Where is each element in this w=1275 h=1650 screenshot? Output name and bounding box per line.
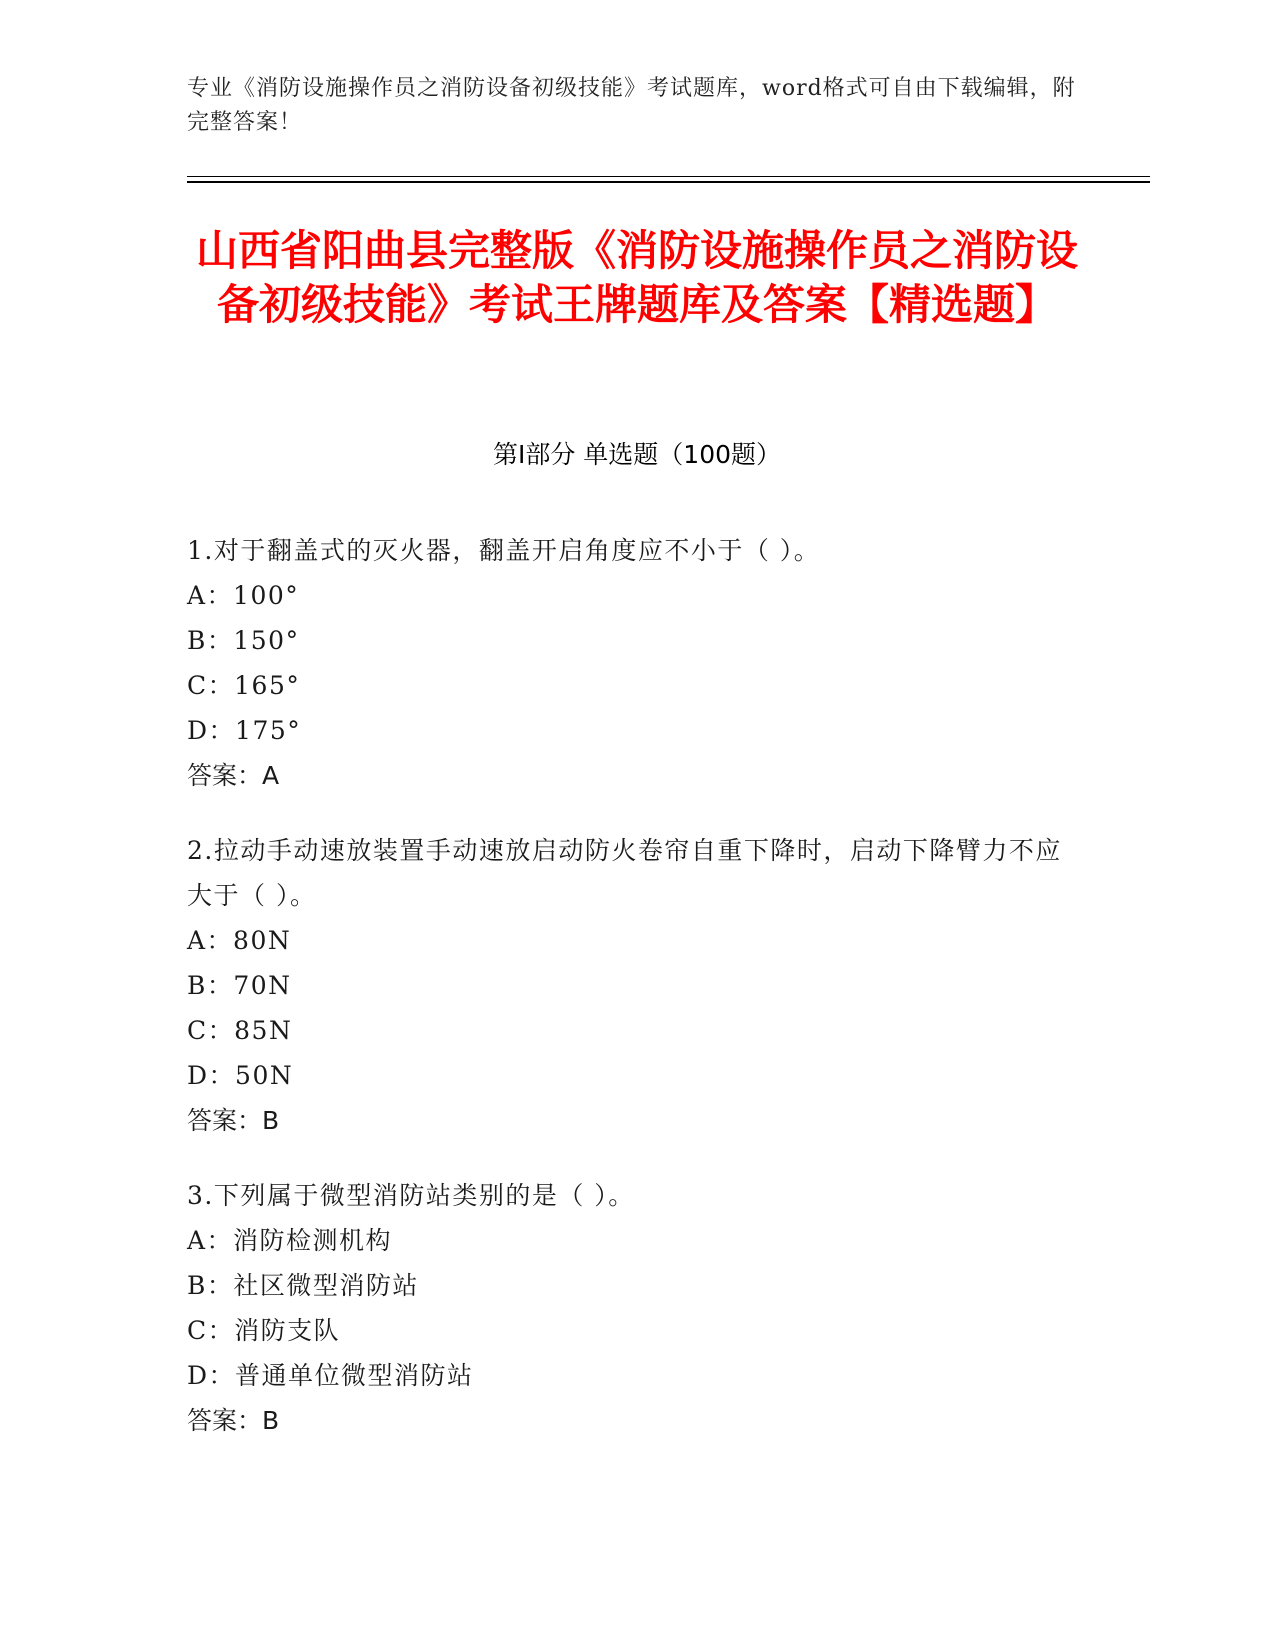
option-c: C：消防支队 [187, 1316, 341, 1345]
option-a: A：100° [187, 581, 300, 610]
option-d: D：50N [187, 1061, 294, 1090]
option-d: D：175° [187, 716, 302, 745]
option-b: B：社区微型消防站 [187, 1271, 419, 1300]
question-3 [187, 1173, 1087, 1443]
answer: 答案：B [187, 1406, 280, 1435]
answer: 答案：A [187, 761, 280, 790]
question-1 [187, 528, 1087, 798]
option-b: B：70N [187, 971, 292, 1000]
question-stem: 3.下列属于微型消防站类别的是（ ）。 [187, 1181, 635, 1210]
question-stem: 1.对于翻盖式的灭火器，翻盖开启角度应不小于（ ）。 [187, 536, 821, 565]
header-divider-thin [187, 176, 1150, 177]
question-list [187, 528, 1087, 1473]
option-d: D：普通单位微型消防站 [187, 1361, 474, 1390]
option-c: C：85N [187, 1016, 293, 1045]
option-a: A：消防检测机构 [187, 1226, 393, 1255]
header-divider-thick [187, 181, 1150, 183]
header-note: 专业《消防设施操作员之消防设备初级技能》考试题库，word格式可自由下载编辑，附完整答案！ [187, 76, 1076, 135]
question-2 [187, 828, 1087, 1143]
document-title: 山西省阳曲县完整版《消防设施操作员之消防设备初级技能》考试王牌题库及答案【精选题】 [195, 226, 1078, 329]
option-a: A：80N [187, 926, 292, 955]
option-b: B：150° [187, 626, 300, 655]
option-c: C：165° [187, 671, 301, 700]
answer: 答案：B [187, 1106, 280, 1135]
section-title: 第Ⅰ部分 单选题（100题） [492, 440, 782, 469]
question-stem: 2.拉动手动速放装置手动速放启动防火卷帘自重下降时，启动下降臂力不应大于（ ）。 [187, 836, 1062, 910]
